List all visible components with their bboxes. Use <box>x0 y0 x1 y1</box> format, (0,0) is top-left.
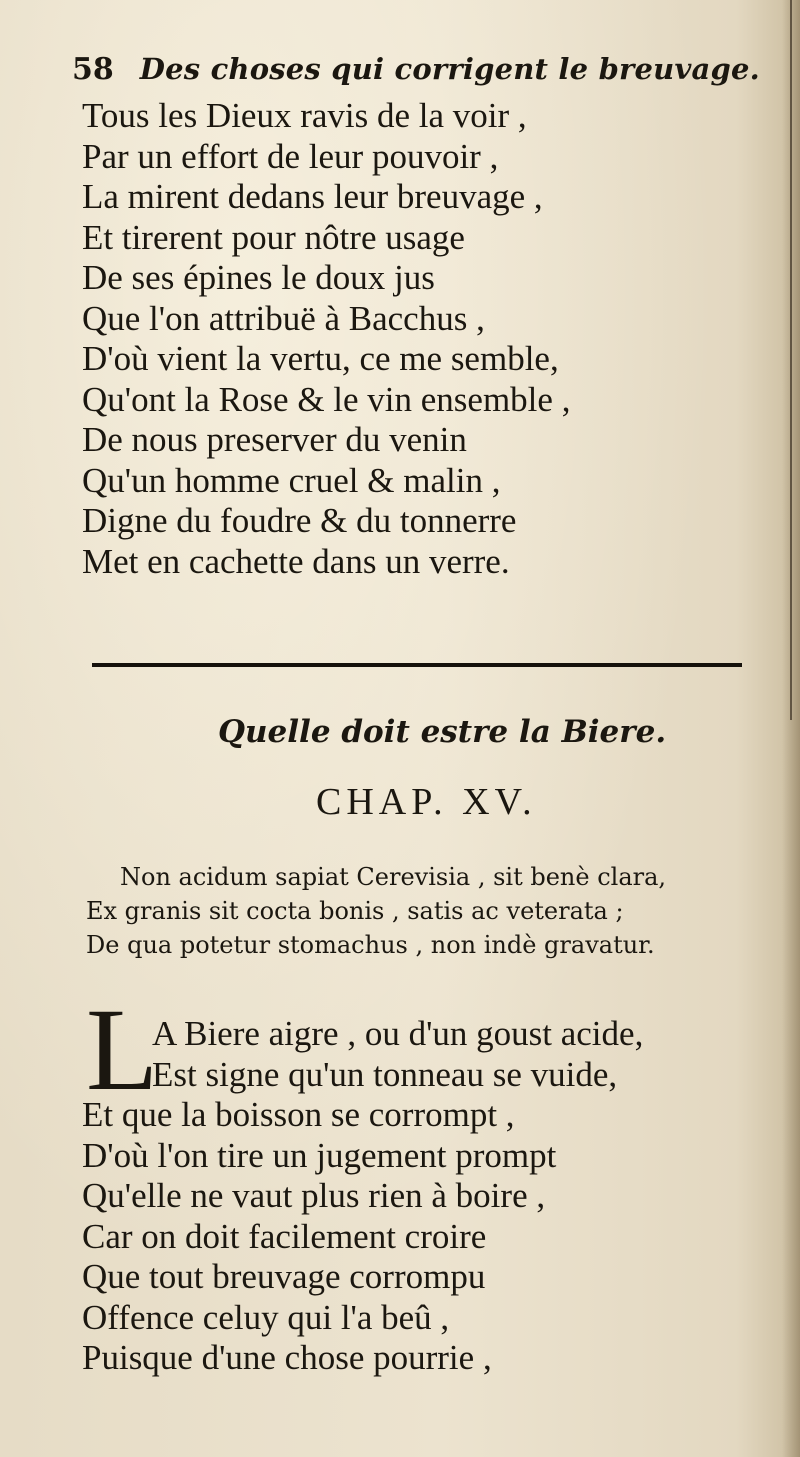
verse-line: Digne du foudre & du tonnerre <box>82 501 517 540</box>
epigraph-line: De qua potetur stomachus , non indè gravatur. <box>86 931 655 959</box>
verse-line: A Biere aigre , ou d'un goust acide, <box>152 1014 644 1053</box>
chapter-heading: CHAP. XV. <box>316 781 537 823</box>
verse-line: D'où l'on tire un jugement prompt <box>82 1135 557 1175</box>
verse-line: Que tout breuvage corrompu <box>82 1257 486 1296</box>
verse-line: Qu'elle ne vaut plus rien à boire , <box>82 1176 546 1215</box>
running-head: Des choses qui corrigent le breuvage. <box>139 52 760 86</box>
epigraph-line: Non acidum sapiat Cerevisia , sit benè clara, <box>120 863 667 891</box>
verse-line: Que l'on attribuë à Bacchus , <box>82 298 485 338</box>
poem-1 <box>82 96 570 582</box>
binding-edge <box>790 0 792 720</box>
verse-line: Qu'ont la Rose & le vin ensemble , <box>82 379 571 419</box>
poem-2 <box>82 1014 643 1379</box>
section-title: Quelle doit estre la Biere. <box>218 714 667 750</box>
verse-line: D'où vient la vertu, ce me semble, <box>82 339 559 378</box>
drop-cap: L <box>86 984 159 1115</box>
latin-epigraph <box>86 860 666 962</box>
verse-line: Offence celuy qui l'a beû , <box>82 1297 450 1337</box>
verse-line: Et que la boisson se corrompt , <box>82 1095 515 1134</box>
verse-line: La mirent dedans leur breuvage , <box>82 177 543 216</box>
verse-line: Par un effort de leur pouvoir , <box>82 136 499 176</box>
verse-line: Car on doit facilement croire <box>82 1216 487 1256</box>
verse-line: De nous preserver du venin <box>82 420 467 459</box>
verse-line: Met en cachette dans un verre. <box>82 541 510 581</box>
verse-line: De ses épines le doux jus <box>82 258 435 297</box>
page-number: 58 <box>72 52 114 87</box>
verse-line: Puisque d'une chose pourrie , <box>82 1338 492 1377</box>
section-divider <box>92 663 742 667</box>
verse-line: Tous les Dieux ravis de la voir , <box>82 96 527 135</box>
verse-line: Est signe qu'un tonneau se vuide, <box>152 1054 618 1094</box>
page-header <box>72 52 762 96</box>
verse-line: Qu'un homme cruel & malin , <box>82 460 501 500</box>
verse-line: Et tirerent pour nôtre usage <box>82 217 465 257</box>
epigraph-line: Ex granis sit cocta bonis , satis ac veterata ; <box>86 897 624 925</box>
